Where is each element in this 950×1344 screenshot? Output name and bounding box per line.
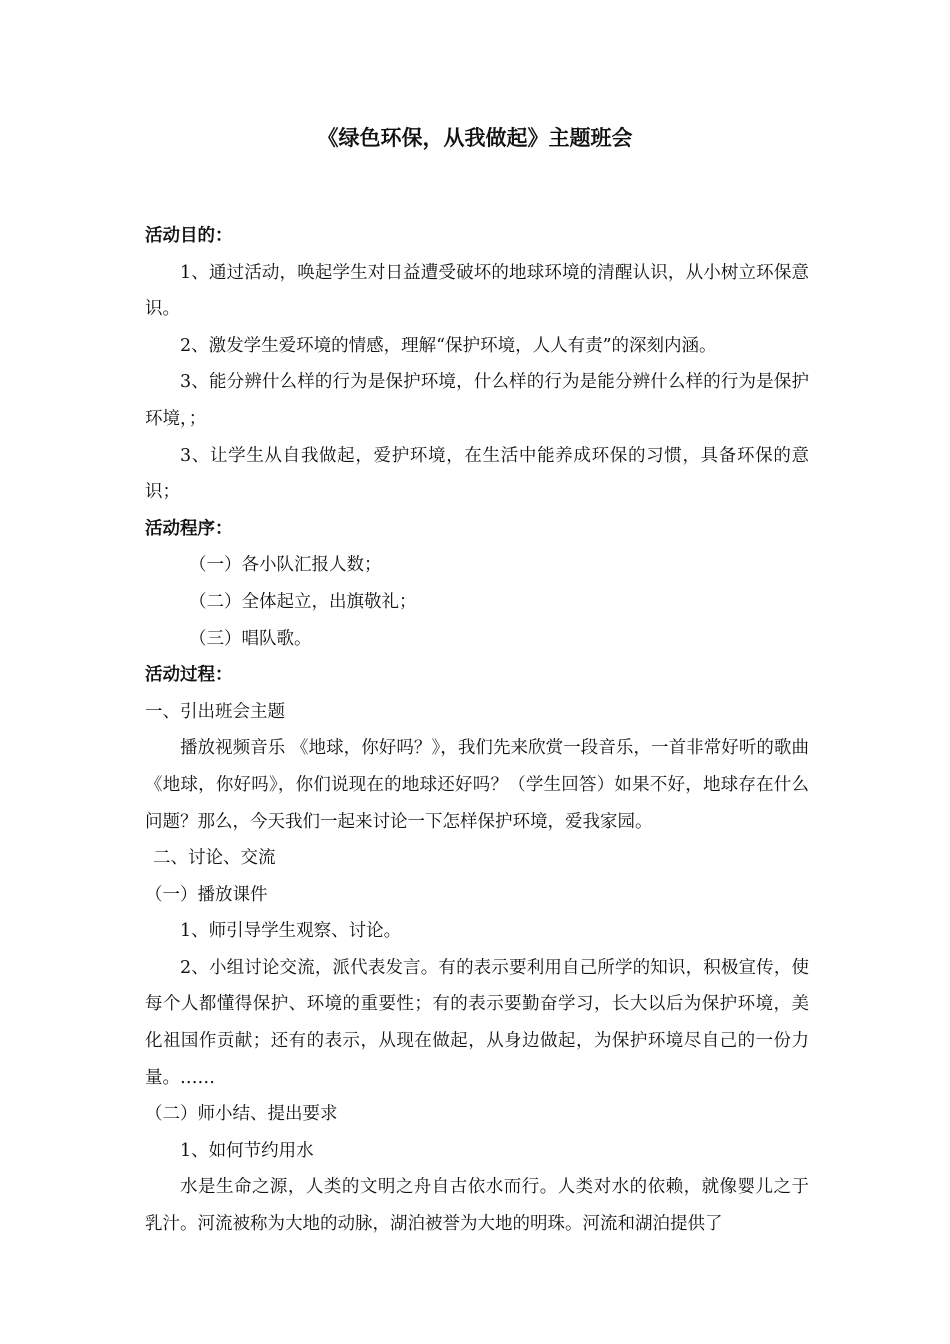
subsection-item: 1、如何节约用水	[180, 1140, 314, 1161]
section-title: 一、引出班会主题	[145, 701, 285, 722]
purpose-item: 3、让学生从自我做起，爱护环境，在生活中能养成环保的习惯，具备环保的意识；	[145, 445, 809, 503]
procedure-item: （二）全体起立，出旗敬礼；	[189, 591, 417, 612]
purpose-item: 1、通过活动，唤起学生对日益遭受破坏的地球环境的清醒认识，从小树立环保意识。	[145, 262, 809, 320]
procedure-item: （三）唱队歌。	[189, 628, 312, 649]
subsection-item: 2、小组讨论交流，派代表发言。有的表示要利用自己所学的知识，积极宣传，使每个人都懂得保护、环境的重要性；有的表示要勤奋学习，长大以后为保护环境，美化祖国作贡献；还有的表示，从现在做起，从身边做起，为保护环境尽自己的一份力量。……	[145, 957, 809, 1088]
purpose-item: 2、激发学生爱环境的情感，理解“保护环境，人人有责”的深刻内涵。	[180, 335, 717, 356]
subsection-item: 1、师引导学生观察、讨论。	[180, 921, 402, 942]
process-heading: 活动过程：	[145, 665, 233, 686]
section-paragraph	[145, 730, 809, 840]
subsection-title: （一）播放课件	[145, 884, 268, 905]
document-title: 《绿色环保，从我做起》主题班会	[317, 126, 633, 150]
section-emphasis: 保护环境，爱我家园。	[477, 811, 653, 832]
section-title: 二、讨论、交流	[153, 848, 276, 869]
procedure-heading: 活动程序：	[145, 518, 233, 539]
procedure-item: （一）各小队汇报人数；	[189, 555, 382, 576]
purpose-heading: 活动目的：	[145, 226, 233, 246]
subsection-title: （二）师小结、提出要求	[145, 1104, 338, 1125]
section-text: 播放视频音乐 《地球，你好吗？》，我们先来欣赏一段音乐，一首非常好听的歌曲《地球，你好吗》，你们说现在的地球还好吗？（学生回答）如果不好，地球存在什么问题？那么，今天我们一起来讨论一下怎样	[145, 738, 809, 832]
purpose-item: 3、能分辨什么样的行为是保护环境，什么样的行为是能分辨什么样的行为是保护环境，；	[145, 372, 809, 429]
document-body	[145, 218, 809, 1243]
subsection-paragraph: 水是生命之源，人类的文明之舟自古依水而行。人类对水的依赖，就像婴儿之于乳汁。河流被称为大地的动脉，湖泊被誉为大地的明珠。河流和湖泊提供了	[145, 1177, 809, 1235]
